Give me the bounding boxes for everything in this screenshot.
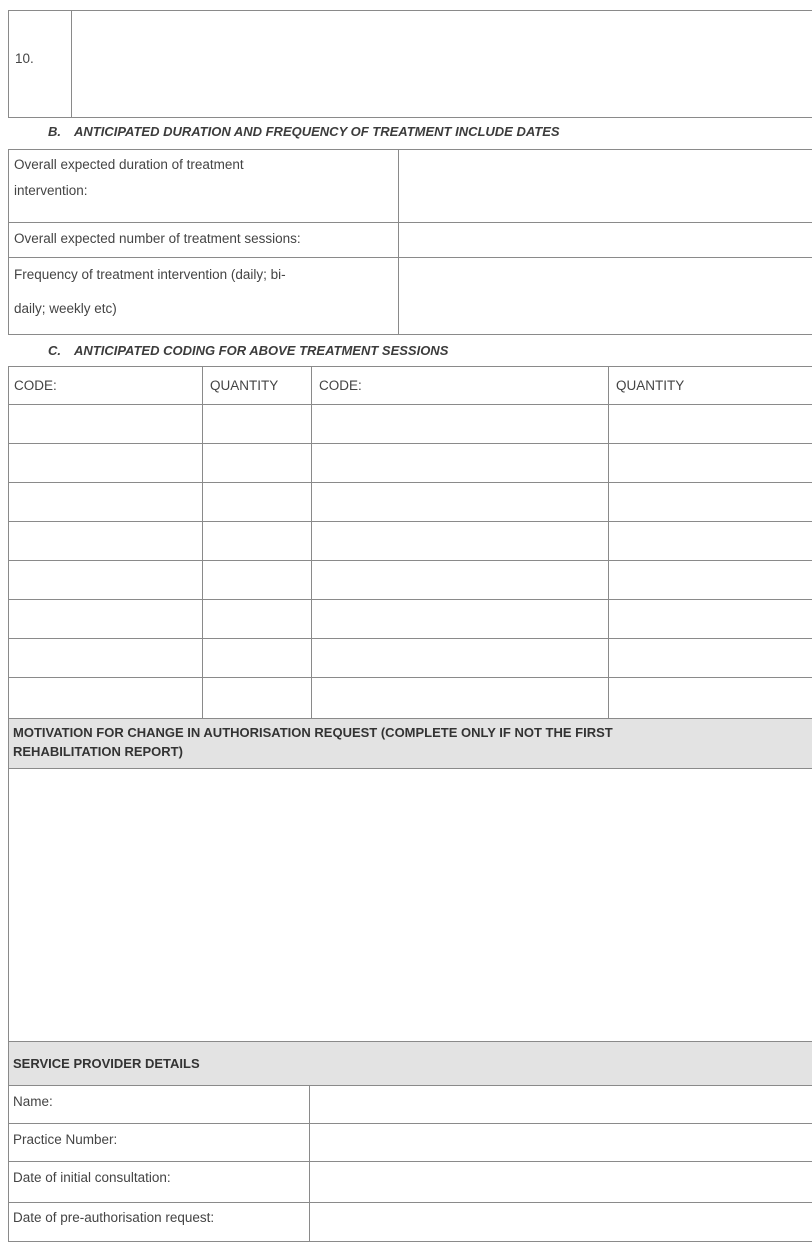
motivation-field[interactable]: [9, 769, 812, 1040]
initial-consultation-field[interactable]: [310, 1162, 812, 1202]
code-cell[interactable]: [312, 444, 608, 482]
section-b-heading: [48, 124, 560, 139]
practice-number-field[interactable]: [310, 1124, 812, 1161]
code-cell[interactable]: [9, 522, 202, 560]
sessions-label: Overall expected number of treatment sessions:: [14, 231, 301, 246]
header-quantity-2: QUANTITY: [616, 378, 685, 393]
code-cell[interactable]: [312, 522, 608, 560]
quantity-cell[interactable]: [609, 405, 812, 443]
code-cell[interactable]: [312, 600, 608, 638]
quantity-cell[interactable]: [203, 522, 311, 560]
code-cell[interactable]: [312, 639, 608, 677]
duration-label: Overall expected duration of treatment intervention:: [14, 157, 244, 198]
section-c-heading: [48, 343, 448, 358]
frequency-field[interactable]: [399, 258, 812, 334]
section-b-title: ANTICIPATED DURATION AND FREQUENCY OF TREATMENT INCLUDE DATES: [74, 124, 560, 139]
code-cell[interactable]: [312, 405, 608, 443]
motivation-title: MOTIVATION FOR CHANGE IN AUTHORISATION REQUEST (COMPLETE ONLY IF NOT THE FIRST REHABILITATION REPORT): [13, 725, 613, 759]
quantity-cell[interactable]: [203, 678, 311, 718]
code-cell[interactable]: [312, 483, 608, 521]
quantity-cell[interactable]: [609, 678, 812, 718]
header-quantity-1: QUANTITY: [210, 378, 279, 393]
frequency-label: Frequency of treatment intervention (daily; bi- daily; weekly etc): [14, 267, 286, 316]
preauth-request-label: Date of pre-authorisation request:: [13, 1210, 215, 1225]
quantity-cell[interactable]: [609, 600, 812, 638]
quantity-cell[interactable]: [203, 639, 311, 677]
quantity-cell[interactable]: [609, 639, 812, 677]
code-cell[interactable]: [9, 639, 202, 677]
code-cell[interactable]: [9, 561, 202, 599]
duration-field[interactable]: [399, 150, 812, 222]
section-c-title: ANTICIPATED CODING FOR ABOVE TREATMENT SESSIONS: [74, 343, 449, 358]
quantity-cell[interactable]: [609, 561, 812, 599]
quantity-cell[interactable]: [203, 561, 311, 599]
code-cell[interactable]: [9, 483, 202, 521]
header-code-1: CODE:: [14, 378, 57, 393]
quantity-cell[interactable]: [203, 444, 311, 482]
code-cell[interactable]: [9, 444, 202, 482]
name-label: Name:: [13, 1094, 53, 1109]
code-cell[interactable]: [9, 405, 202, 443]
section-b-letter: B.: [48, 124, 61, 139]
initial-consultation-label: Date of initial consultation:: [13, 1170, 171, 1185]
sessions-field[interactable]: [399, 223, 812, 257]
header-code-2: CODE:: [319, 378, 362, 393]
item-number: 10.: [15, 51, 34, 66]
code-cell[interactable]: [312, 561, 608, 599]
name-field[interactable]: [310, 1086, 812, 1123]
code-cell[interactable]: [9, 600, 202, 638]
quantity-cell[interactable]: [609, 444, 812, 482]
code-cell[interactable]: [312, 678, 608, 718]
service-provider-title: SERVICE PROVIDER DETAILS: [13, 1056, 200, 1071]
quantity-cell[interactable]: [609, 483, 812, 521]
quantity-cell[interactable]: [203, 405, 311, 443]
quantity-cell[interactable]: [609, 522, 812, 560]
code-cell[interactable]: [9, 678, 202, 718]
item-10-field[interactable]: [72, 11, 812, 116]
quantity-cell[interactable]: [203, 483, 311, 521]
preauth-request-field[interactable]: [310, 1203, 812, 1241]
practice-number-label: Practice Number:: [13, 1132, 118, 1147]
quantity-cell[interactable]: [203, 600, 311, 638]
section-c-letter: C.: [48, 343, 61, 358]
